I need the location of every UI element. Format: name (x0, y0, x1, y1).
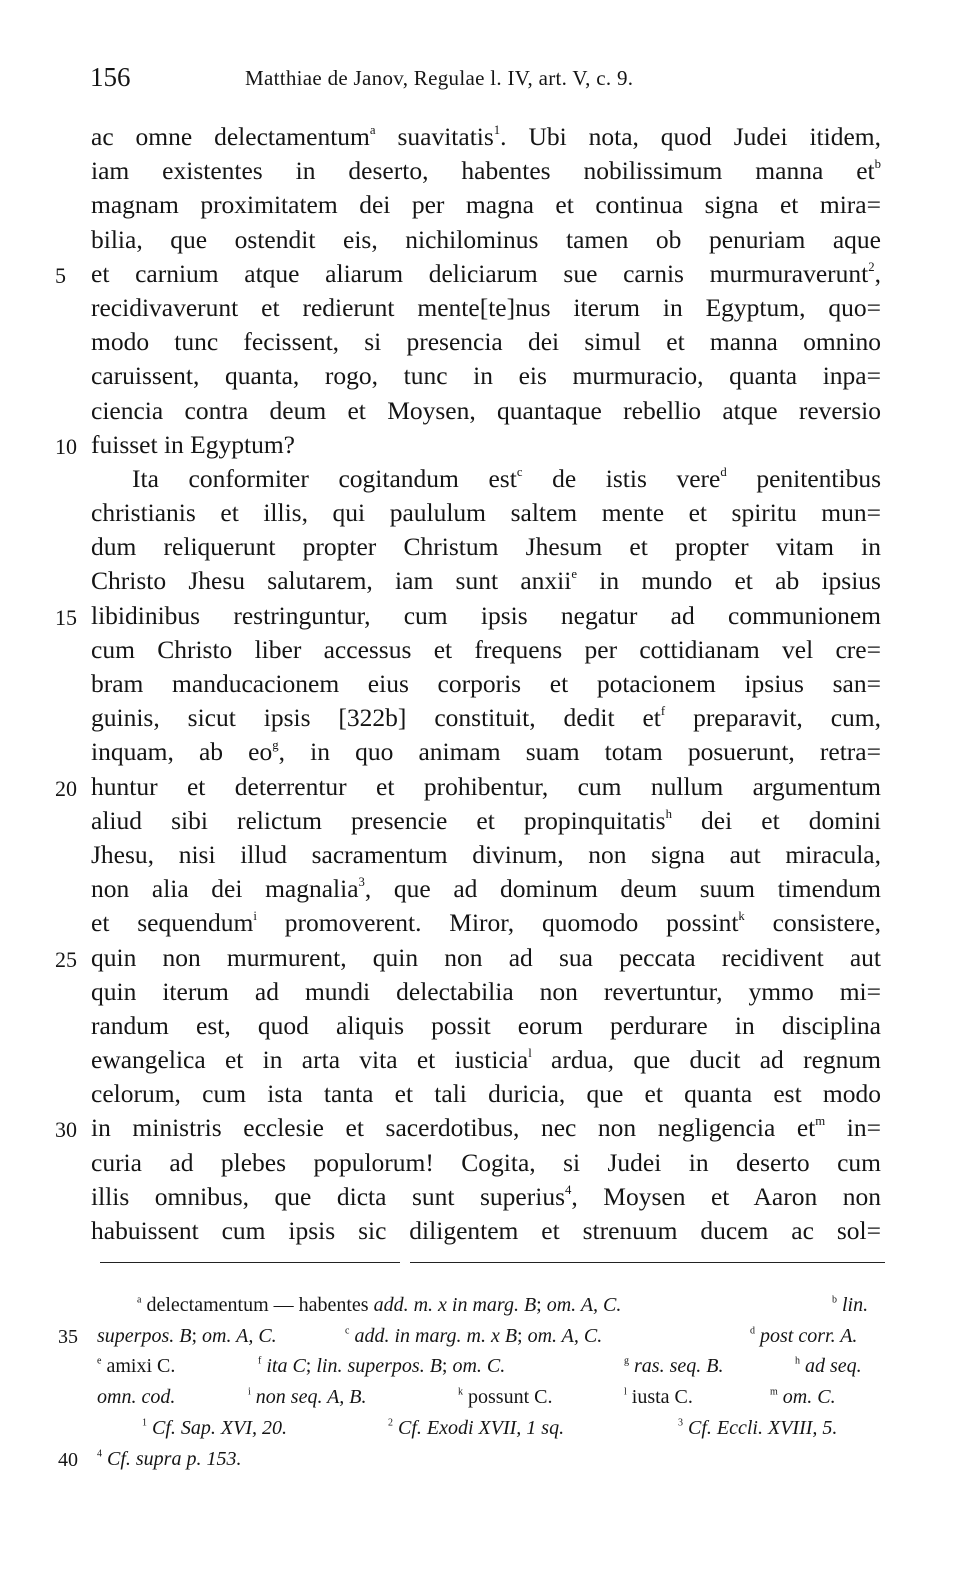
text-line (0, 530, 960, 564)
line-text: huntur et deterrentur et prohibentur, cum nullum argumentum (91, 771, 881, 801)
line-text: modo tunc fecissent, si presencia dei simul et manna omnino (91, 327, 881, 357)
line-text: libidinibus restringuntur, cum ipsis negatur ad communionem (91, 600, 881, 630)
line-text: non alia dei magnalia$^3$, que ad dominum deum suum timendum (91, 874, 881, 904)
line-text: recidivaverunt et redierunt mente[te]nus iterum in Egyptum, quo= (91, 292, 881, 322)
line-text: Christo Jhesu salutarem, iam sunt anxii$^e$ in mundo et ab ipsius (91, 566, 881, 596)
line-number: 25 (55, 946, 77, 972)
footnote-divider-left (100, 1262, 400, 1263)
text-line (0, 599, 960, 633)
line-text: magnam proximitatem dei per magna et continua signa et mira= (91, 190, 881, 220)
text-line (0, 975, 960, 1009)
text-line (0, 223, 960, 257)
line-text: in ministris ecclesie et sacerdotibus, nec non negligencia $et^m$ in= (91, 1113, 882, 1143)
line-text: ewangelica et in arta vita et iusticia$^l$ ardua, que ducit ad regnum (91, 1045, 881, 1075)
text-line (0, 154, 960, 188)
footnote-entry: $^b$ lin. (832, 1294, 869, 1316)
text-line (0, 735, 960, 769)
footnote-divider-right (410, 1262, 885, 1263)
line-text: randum est, quod aliquis possit eorum perdurare in disciplina (91, 1010, 881, 1040)
footnote-entry: $^l$ iusta C. (624, 1385, 693, 1408)
text-line (0, 941, 960, 975)
line-text: illis omnibus, que dicta sunt superius$^4$, Moysen et Aaron non (91, 1181, 881, 1211)
footnote-entry: $^4$ Cf. supra p. 153. (97, 1447, 242, 1470)
footnote-entry: $^1$ Cf. Sap. XVI, 20. (142, 1417, 287, 1439)
text-line (0, 1077, 960, 1111)
line-text: curia ad plebes populorum! Cogita, si Judei in deserto cum (91, 1147, 881, 1177)
line-text: quin iterum ad mundi delectabilia non revertuntur, ymmo mi= (91, 976, 881, 1006)
text-line (0, 1009, 960, 1043)
footnote-entry: $^g$ ras. seq. B. (624, 1355, 724, 1377)
source-notes (0, 1413, 960, 1474)
footnote-entry: omn. cod. (97, 1385, 176, 1408)
line-number: 10 (55, 433, 77, 459)
text-line (0, 120, 960, 154)
source-line (0, 1413, 960, 1444)
main-text (0, 120, 960, 1248)
footnote-entry: $^k$ possunt C. (458, 1385, 553, 1408)
text-line (0, 906, 960, 940)
footnote-entry: superpos. B; om. A, C. (97, 1324, 277, 1347)
text-line (0, 394, 960, 428)
critical-apparatus (0, 1290, 960, 1412)
text-line (0, 667, 960, 701)
footnote-entry: $^f$ ita C; lin. superpos. B; om. C. (258, 1355, 506, 1377)
text-line (0, 496, 960, 530)
line-text: ciencia contra deum et Moysen, quantaque rebellio atque reversio (91, 395, 881, 425)
line-text: dum reliquerunt propter Christum Jhesum et propter vitam in (91, 532, 881, 562)
text-line (0, 1043, 960, 1077)
text-line (0, 257, 960, 291)
line-text: et carnium atque aliarum deliciarum sue carnis murmuraverunt$^2$, (91, 258, 881, 288)
source-line (0, 1444, 960, 1475)
footnote-entry: $^h$ ad seq. (795, 1355, 862, 1377)
line-text: iam existentes in deserto, habentes nobilissimum manna $et^b$ (91, 156, 881, 186)
line-number: 15 (55, 604, 77, 630)
text-line (0, 188, 960, 222)
footnote-entry: $^c$ add. in marg. m. x B; om. A, C. (345, 1324, 603, 1347)
apparatus-line (0, 1382, 960, 1413)
line-text: ac omne delectamentum$^a$ suavitatis$^1$. Ubi nota, quod Judei itidem, (91, 122, 881, 151)
footnote-entry: $^a$ delectamentum — habentes add. m. x in marg. B; om. A, C. (137, 1294, 622, 1316)
text-line (0, 838, 960, 872)
text-line (0, 462, 960, 496)
line-text: guinis, sicut ipsis [322b] constituit, dedit $et^f$ preparavit, cum, (91, 703, 882, 733)
line-text: Ita conformiter cogitandum est$^c$ de istis vere$^d$ penitentibus (132, 463, 881, 493)
text-line (0, 1111, 960, 1145)
line-number: 30 (55, 1117, 77, 1143)
line-text: christianis et illis, qui paululum saltem mente et spiritu mun= (91, 498, 881, 528)
apparatus-line (0, 1290, 960, 1321)
footnote-entry: $^3$ Cf. Eccli. XVIII, 5. (678, 1417, 838, 1439)
text-line (0, 701, 960, 735)
text-line (0, 1214, 960, 1248)
text-line (0, 872, 960, 906)
line-text: quin non murmurent, quin non ad sua peccata recidivent aut (91, 942, 881, 972)
line-text: bram manducacionem eius corporis et potacionem ipsius san= (91, 669, 881, 698)
line-text: habuissent cum ipsis sic diligentem et strenuum ducem ac sol= (91, 1216, 881, 1245)
text-line (0, 359, 960, 393)
line-text: Jhesu, nisi illud sacramentum divinum, non signa aut miracula, (91, 839, 881, 869)
line-number: 5 (55, 262, 66, 288)
text-line (0, 564, 960, 598)
line-number: 40 (58, 1448, 78, 1471)
text-line (0, 428, 960, 462)
line-text: aliud sibi relictum presencie et propinquitatis$^h$ dei et domini (91, 805, 881, 835)
footnote-entry: $^e$ amixi C. (97, 1355, 176, 1377)
line-number: 35 (58, 1325, 78, 1348)
line-text: cum Christo liber accessus et frequens per cottidianam vel cre= (91, 634, 881, 664)
text-line (0, 770, 960, 804)
footnote-entry: $^m$ om. C. (770, 1385, 836, 1408)
text-line (0, 1180, 960, 1214)
running-title: Matthiae de Janov, Regulae l. IV, art. V, c. 9. (245, 66, 634, 90)
line-text: bilia, que ostendit eis, nichilominus tamen ob penuriam aque (91, 224, 881, 254)
footnote-entry: $^i$ non seq. A, B. (248, 1385, 367, 1408)
line-text: fuisset in Egyptum? (91, 429, 295, 459)
text-line (0, 1146, 960, 1180)
line-text: inquam, ab $eo^g$, in quo animam suam totam posuerunt, retra= (91, 737, 882, 767)
footnote-entry: $^d$ post corr. A. (750, 1324, 858, 1347)
line-text: caruissent, quanta, rogo, tunc in eis murmuracio, quanta inpa= (91, 361, 881, 391)
apparatus-line (0, 1321, 960, 1352)
text-line (0, 291, 960, 325)
page-header (0, 62, 960, 102)
page-number: 156 (90, 62, 131, 92)
text-line (0, 804, 960, 838)
footnote-entry: $^2$ Cf. Exodi XVII, 1 sq. (388, 1417, 565, 1439)
line-text: et sequendum$^i$ promoverent. Miror, quomodo possint$^k$ consistere, (91, 908, 881, 938)
line-number: 20 (55, 775, 77, 801)
text-line (0, 633, 960, 667)
line-text: celorum, cum ista tanta et tali duricia, que et quanta est modo (91, 1079, 881, 1109)
apparatus-line (0, 1351, 960, 1382)
text-line (0, 325, 960, 359)
